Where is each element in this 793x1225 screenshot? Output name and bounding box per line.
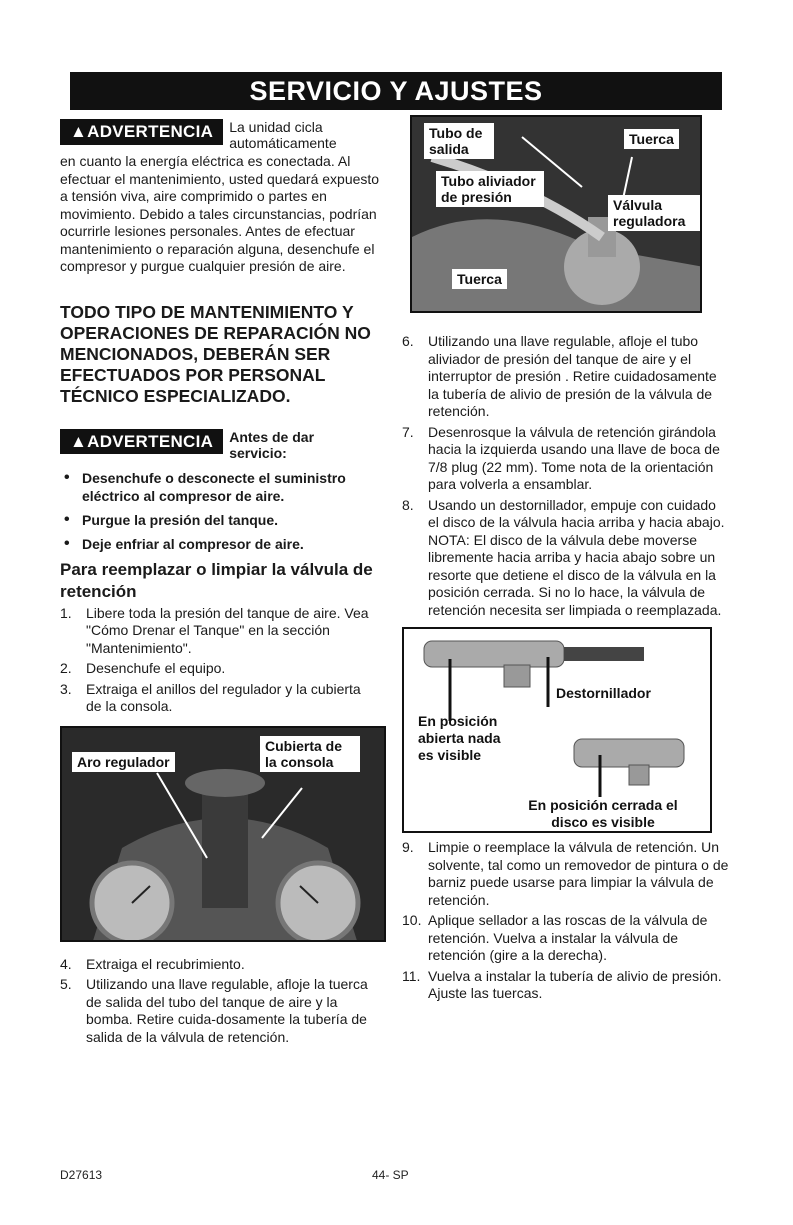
list-item: • Desenchufe o desconecte el suministro eléctrico al compresor de aire.: [60, 469, 380, 505]
list-item: [402, 333, 730, 421]
step-text: Vuelva a instalar la tubería de alivio de presión. Ajuste las tuercas.: [428, 967, 722, 1001]
step-text: Limpie o reemplace la válvula de retención. Un solvente, tal como un removedor de pintura o de barniz puede usarse para limpiar la válvula de retención.: [428, 839, 729, 908]
list-item: [402, 912, 730, 965]
list-item: • Purgue la presión del tanque.: [60, 511, 380, 529]
warning-lead: La unidad cicla automáticamente: [229, 119, 337, 151]
step-number: 8.: [402, 496, 414, 513]
callout-tubo-salida: Tubo de salida: [424, 123, 494, 159]
warning-box-2: [60, 429, 380, 461]
step-text: Extraiga el anillos del regulador y la cubierta de la consola.: [86, 680, 361, 714]
callout-tuerca-bottom: Tuerca: [452, 269, 507, 289]
warning-lead: Antes de dar servicio:: [229, 428, 315, 461]
step-text: Extraiga el recubrimiento.: [86, 955, 245, 972]
left-column: [60, 115, 380, 1049]
list-item: [402, 839, 730, 909]
document-code: D27613: [60, 1168, 103, 1182]
step-text: Desenrosque la válvula de retención girándola hacia la izquierda usando una llave de boca de 7/8 plug (22 mm). Tome nota de la orientación para volverla a ensamblar.: [428, 423, 720, 492]
callout-aro-regulador: Aro regulador: [72, 752, 175, 772]
list-item: [402, 497, 730, 620]
steps-list: [402, 839, 730, 1003]
page-title: SERVICIO Y AJUSTES: [70, 72, 722, 110]
step-text: Libere toda la presión del tanque de aire. Vea "Cómo Drenar el Tanque" en la sección "Mantenimiento".: [86, 604, 369, 656]
label-posicion-cerrada: En posición cerrada el disco es visible: [528, 797, 678, 830]
page-number: 44- SP: [372, 1168, 409, 1182]
step-number: 5.: [60, 976, 72, 992]
step-text: Desenchufe el equipo.: [86, 660, 226, 676]
specialist-notice: TODO TIPO DE MANTENIMIENTO Y OPERACIONES DE REPARACIÓN NO MENCIONADOS, DEBERÁN SER EFECTUADOS POR PERSONAL TÉCNICO ESPECIALIZADO.: [60, 301, 371, 406]
step-text: Aplique sellador a las roscas de la válvula de retención. Vuelva a instalar la válvula de retención (gire a la derecha).: [428, 912, 708, 963]
step-text: Utilizando una llave regulable, afloje el tubo aliviador de presión del tanque de aire y el interruptor de presión . Retire cuidadosamente la tubería de alivio de presión de la válvula de retención.: [428, 333, 717, 419]
step-number: 9.: [402, 839, 414, 855]
step-number: 4.: [60, 955, 72, 972]
safety-bullets: [60, 469, 380, 553]
steps-list: [402, 333, 730, 619]
warning-badge: ▲ADVERTENCIA: [60, 429, 223, 455]
warning-badge: ▲ADVERTENCIA: [60, 119, 223, 145]
right-column: [402, 115, 730, 1006]
step-number: 10.: [402, 912, 422, 928]
list-item: [60, 976, 380, 1046]
callout-tubo-aliviador: Tubo aliviador de presión: [436, 171, 544, 207]
label-posicion-abierta: En posición abierta nada es visible: [418, 713, 501, 763]
list-item: [60, 956, 380, 974]
steps-list: [60, 605, 380, 716]
step-number: 6.: [402, 333, 414, 349]
warning-box-1: [60, 119, 380, 151]
valve-photo: [410, 115, 702, 313]
callout-tuerca-top: Tuerca: [624, 129, 679, 149]
regulator-photo: [60, 726, 386, 942]
step-number: 7.: [402, 423, 414, 440]
list-item: [60, 605, 380, 658]
section-heading: Para reemplazar o limpiar la válvula de retención: [60, 559, 373, 601]
check-valve-diagram: [402, 627, 712, 833]
label-destornillador: Destornillador: [556, 685, 651, 701]
list-item: [402, 424, 730, 494]
list-item: • Deje enfriar al compresor de aire.: [60, 535, 380, 553]
steps-list: [60, 956, 380, 1047]
step-number: 11.: [402, 967, 421, 984]
step-number: 2.: [60, 660, 72, 676]
step-text: Utilizando una llave regulable, afloje la tuerca de salida del tubo del tanque de aire y la bomba. Retire cuida-dosamente la tubería de salida de la válvula de retención.: [86, 976, 368, 1045]
callout-cubierta-consola: Cubierta de la consola: [260, 736, 360, 772]
warning-text: en cuanto la energía eléctrica es conectada. Al efectuar el mantenimiento, usted quedará expuesto a tensión viva, aire comprimido o partes en movimiento. Debido a tales circunstancias, podrían ocurrirle lesiones personales. Antes de efectuar mantenimiento o reparación alguna, desenchufe el compresor y purgue cualquier presión de aire.: [60, 153, 380, 274]
step-number: 3.: [60, 680, 72, 697]
step-number: 1.: [60, 604, 72, 621]
step-text: Usando un destornillador, empuje con cuidado el disco de la válvula hacia arriba y hacia abajo. NOTA: El disco de la válvula debe moverse libremente hacia arriba y hacia abajo sobre un resorte que detiene el disco de la válvula en la posición cerrada. Si no lo hace, la válvula de retención necesita ser limpiada o reemplazada.: [428, 496, 725, 618]
list-item: [60, 681, 380, 716]
callout-valvula-reguladora: Válvula reguladora: [608, 195, 702, 231]
list-item: [60, 660, 380, 678]
list-item: [402, 968, 730, 1003]
